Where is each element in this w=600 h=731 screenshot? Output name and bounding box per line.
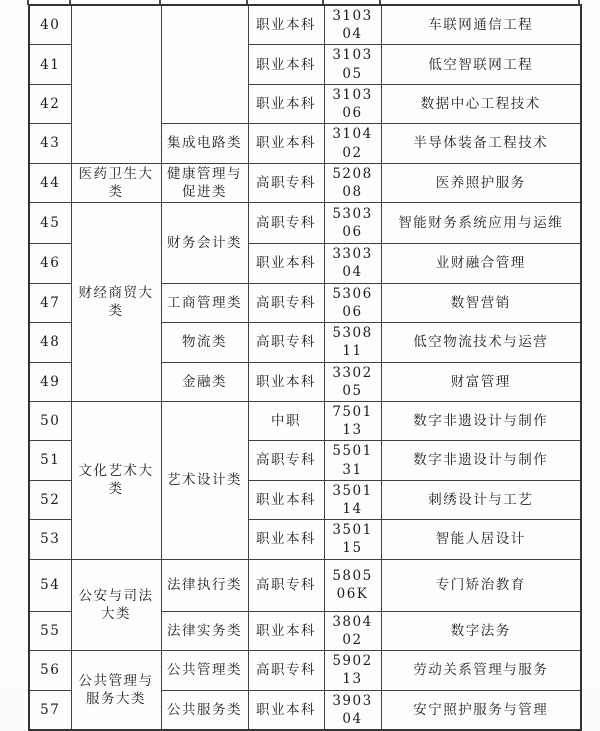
table-row <box>29 203 581 244</box>
major-name-cell: 财富管理 <box>381 362 581 401</box>
major-name-cell: 数字法务 <box>381 611 581 650</box>
category-cell: 文化艺术大类 <box>71 401 161 559</box>
row-number-cell: 49 <box>29 362 71 401</box>
subcategory-cell: 集成电路类 <box>161 124 248 163</box>
education-level-cell: 职业本科 <box>248 520 324 559</box>
table-row <box>29 651 581 690</box>
row-number-cell: 54 <box>29 559 71 611</box>
subcategory-cell: 金融类 <box>161 362 248 401</box>
major-code-cell: 350115 <box>324 520 381 559</box>
row-number-cell: 42 <box>29 84 71 123</box>
subcategory-cell: 工商管理类 <box>161 283 248 322</box>
subcategory-cell: 法律执行类 <box>161 559 248 611</box>
row-number-cell: 56 <box>29 651 71 690</box>
subcategory-cell: 公共管理类 <box>161 651 248 690</box>
education-level-cell: 职业本科 <box>248 480 324 519</box>
major-name-cell: 数字非遗设计与制作 <box>381 401 581 440</box>
row-number-cell: 45 <box>29 203 71 244</box>
education-level-cell: 高职专科 <box>248 163 324 202</box>
subcategory-cell: 物流类 <box>161 323 248 362</box>
table-row <box>29 5 581 45</box>
row-number-cell: 46 <box>29 244 71 283</box>
subcategory-cell: 艺术设计类 <box>161 401 248 559</box>
row-number-cell: 48 <box>29 323 71 362</box>
table-row <box>29 401 581 440</box>
education-level-cell: 中职 <box>248 401 324 440</box>
major-name-cell: 智能财务系统应用与运维 <box>381 203 581 244</box>
subcategory-cell: 健康管理与促进类 <box>161 163 248 202</box>
major-code-cell: 530306 <box>324 203 381 244</box>
major-code-cell: 330304 <box>324 244 381 283</box>
major-code-cell: 550131 <box>324 441 381 480</box>
major-name-cell: 劳动关系管理与服务 <box>381 651 581 690</box>
major-code-cell: 390304 <box>324 690 381 730</box>
table-row <box>29 559 581 611</box>
education-level-cell: 高职专科 <box>248 203 324 244</box>
education-level-cell: 职业本科 <box>248 5 324 45</box>
major-code-cell: 530811 <box>324 323 381 362</box>
table-row <box>29 163 581 202</box>
row-number-cell: 43 <box>29 124 71 163</box>
category-cell: 公共管理与服务大类 <box>71 651 161 730</box>
row-number-cell: 52 <box>29 480 71 519</box>
row-number-cell: 53 <box>29 520 71 559</box>
subcategory-cell <box>161 5 248 124</box>
major-code-cell: 310402 <box>324 124 381 163</box>
education-level-cell: 职业本科 <box>248 690 324 730</box>
major-code-cell: 350114 <box>324 480 381 519</box>
major-name-cell: 安宁照护服务与管理 <box>381 690 581 730</box>
major-code-cell: 380402 <box>324 611 381 650</box>
major-name-cell: 智能人居设计 <box>381 520 581 559</box>
row-number-cell: 47 <box>29 283 71 322</box>
major-code-cell: 530606 <box>324 283 381 322</box>
major-name-cell: 数字非遗设计与制作 <box>381 441 581 480</box>
major-name-cell: 医养照护服务 <box>381 163 581 202</box>
major-catalog-table <box>28 4 582 731</box>
major-name-cell: 车联网通信工程 <box>381 5 581 45</box>
major-name-cell: 低空物流技术与运营 <box>381 323 581 362</box>
row-number-cell: 41 <box>29 45 71 84</box>
major-name-cell: 业财融合管理 <box>381 244 581 283</box>
major-code-cell: 750113 <box>324 401 381 440</box>
major-name-cell: 低空智联网工程 <box>381 45 581 84</box>
subcategory-cell: 法律实务类 <box>161 611 248 650</box>
education-level-cell: 高职专科 <box>248 323 324 362</box>
row-number-cell: 44 <box>29 163 71 202</box>
major-name-cell: 半导体装备工程技术 <box>381 124 581 163</box>
row-number-cell: 55 <box>29 611 71 650</box>
major-code-cell: 310306 <box>324 84 381 123</box>
major-code-cell: 330205 <box>324 362 381 401</box>
major-name-cell: 数据中心工程技术 <box>381 84 581 123</box>
major-name-cell: 刺绣设计与工艺 <box>381 480 581 519</box>
major-code-cell: 590213 <box>324 651 381 690</box>
category-cell: 医药卫生大类 <box>71 163 161 202</box>
category-cell: 公安与司法大类 <box>71 559 161 650</box>
row-number-cell: 57 <box>29 690 71 730</box>
education-level-cell: 职业本科 <box>248 362 324 401</box>
major-code-cell: 310305 <box>324 45 381 84</box>
education-level-cell: 职业本科 <box>248 124 324 163</box>
major-code-cell: 310304 <box>324 5 381 45</box>
row-number-cell: 51 <box>29 441 71 480</box>
education-level-cell: 职业本科 <box>248 45 324 84</box>
education-level-cell: 职业本科 <box>248 84 324 123</box>
row-number-cell: 50 <box>29 401 71 440</box>
education-level-cell: 高职专科 <box>248 651 324 690</box>
education-level-cell: 职业本科 <box>248 244 324 283</box>
category-cell: 财经商贸大类 <box>71 203 161 402</box>
major-name-cell: 数智营销 <box>381 283 581 322</box>
major-code-cell: 580506K <box>324 559 381 611</box>
education-level-cell: 职业本科 <box>248 611 324 650</box>
category-cell <box>71 5 161 163</box>
subcategory-cell: 公共服务类 <box>161 690 248 730</box>
education-level-cell: 高职专科 <box>248 283 324 322</box>
subcategory-cell: 财务会计类 <box>161 203 248 283</box>
row-number-cell: 40 <box>29 5 71 45</box>
education-level-cell: 高职专科 <box>248 559 324 611</box>
major-code-cell: 520808 <box>324 163 381 202</box>
major-name-cell: 专门矫治教育 <box>381 559 581 611</box>
education-level-cell: 高职专科 <box>248 441 324 480</box>
